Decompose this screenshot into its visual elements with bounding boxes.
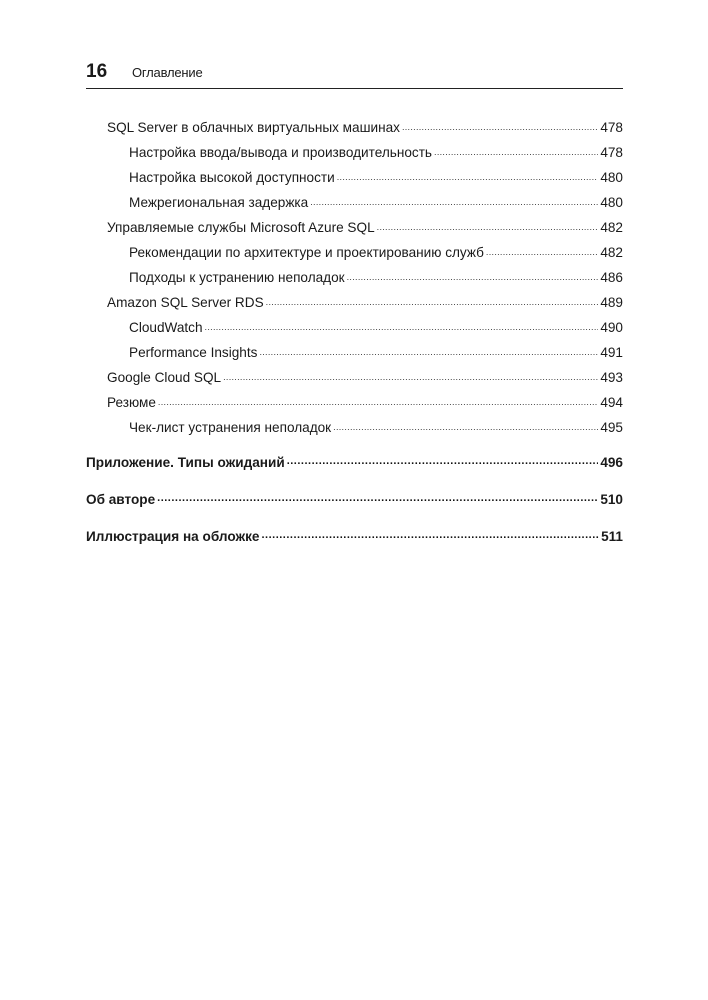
toc-entry-page: 478 bbox=[600, 120, 623, 135]
toc-entry-title: Чек-лист устранения неполадок bbox=[129, 420, 332, 435]
toc-entry bbox=[86, 140, 623, 165]
toc-dot-leader bbox=[347, 268, 599, 282]
toc-dot-leader bbox=[158, 393, 598, 407]
toc-dot-leader bbox=[333, 418, 598, 432]
toc-dot-leader bbox=[266, 293, 599, 307]
toc-entry-page: 491 bbox=[600, 345, 623, 360]
toc-entry bbox=[86, 390, 623, 415]
toc-entry bbox=[86, 518, 623, 555]
toc-entry-page: 478 bbox=[600, 145, 623, 160]
toc-entry bbox=[86, 481, 623, 518]
toc-dot-leader bbox=[337, 168, 599, 182]
toc-entry-title: Настройка высокой доступности bbox=[129, 170, 335, 185]
toc-entry bbox=[86, 265, 623, 290]
toc-dot-leader bbox=[434, 143, 598, 157]
toc-entry bbox=[86, 340, 623, 365]
toc-entry bbox=[86, 290, 623, 315]
toc-entry-page: 482 bbox=[600, 245, 623, 260]
toc-entry-title: Об авторе bbox=[86, 492, 156, 507]
toc-entry bbox=[86, 315, 623, 340]
toc-dot-leader bbox=[486, 243, 598, 257]
toc-dot-leader bbox=[377, 218, 599, 232]
toc-dot-leader bbox=[223, 368, 598, 382]
toc-dot-leader bbox=[157, 490, 598, 504]
toc-entry-title: SQL Server в облачных виртуальных машинах bbox=[107, 120, 400, 135]
toc-entry-title: Резюме bbox=[107, 395, 156, 410]
header-rule bbox=[86, 88, 623, 89]
toc-entry-title: Иллюстрация на обложке bbox=[86, 529, 260, 544]
toc-entry-page: 482 bbox=[600, 220, 623, 235]
toc-entry-page: 494 bbox=[600, 395, 623, 410]
toc-entry bbox=[86, 165, 623, 190]
toc-dot-leader bbox=[261, 527, 599, 541]
toc-entry-title: Управляемые службы Microsoft Azure SQL bbox=[107, 220, 375, 235]
toc-entry-page: 496 bbox=[600, 455, 623, 470]
toc-entry-page: 486 bbox=[600, 270, 623, 285]
toc-entry-page: 511 bbox=[601, 529, 623, 544]
toc-entry-title: CloudWatch bbox=[129, 320, 203, 335]
toc-entry bbox=[86, 215, 623, 240]
toc-dot-leader bbox=[287, 453, 599, 467]
toc-entry bbox=[86, 190, 623, 215]
toc-dot-leader bbox=[402, 118, 598, 132]
toc-entry-page: 495 bbox=[600, 420, 623, 435]
toc-entry bbox=[86, 444, 623, 481]
table-of-contents bbox=[86, 115, 623, 555]
section-title: Оглавление bbox=[132, 65, 203, 80]
toc-entry bbox=[86, 415, 623, 440]
toc-entry-page: 480 bbox=[600, 195, 623, 210]
toc-dot-leader bbox=[310, 193, 598, 207]
toc-dot-leader bbox=[259, 343, 598, 357]
toc-entry-page: 493 bbox=[600, 370, 623, 385]
toc-entry-title: Google Cloud SQL bbox=[107, 370, 222, 385]
toc-entry-title: Performance Insights bbox=[129, 345, 258, 360]
toc-entry-title: Настройка ввода/вывода и производительность bbox=[129, 145, 433, 160]
toc-entry-page: 489 bbox=[600, 295, 623, 310]
toc-entry-title: Приложение. Типы ожиданий bbox=[86, 455, 285, 470]
toc-entry-title: Межрегиональная задержка bbox=[129, 195, 309, 210]
toc-dot-leader bbox=[205, 318, 599, 332]
toc-entry-page: 490 bbox=[600, 320, 623, 335]
toc-entry-page: 510 bbox=[600, 492, 623, 507]
toc-entry-title: Подходы к устранению неполадок bbox=[129, 270, 345, 285]
running-header bbox=[86, 60, 623, 86]
toc-entry-title: Amazon SQL Server RDS bbox=[107, 295, 264, 310]
toc-entry-title: Рекомендации по архитектуре и проектированию служб bbox=[129, 245, 484, 260]
page-number: 16 bbox=[86, 61, 108, 82]
toc-entry bbox=[86, 115, 623, 140]
toc-entry-page: 480 bbox=[600, 170, 623, 185]
toc-entry bbox=[86, 240, 623, 265]
toc-entry bbox=[86, 365, 623, 390]
